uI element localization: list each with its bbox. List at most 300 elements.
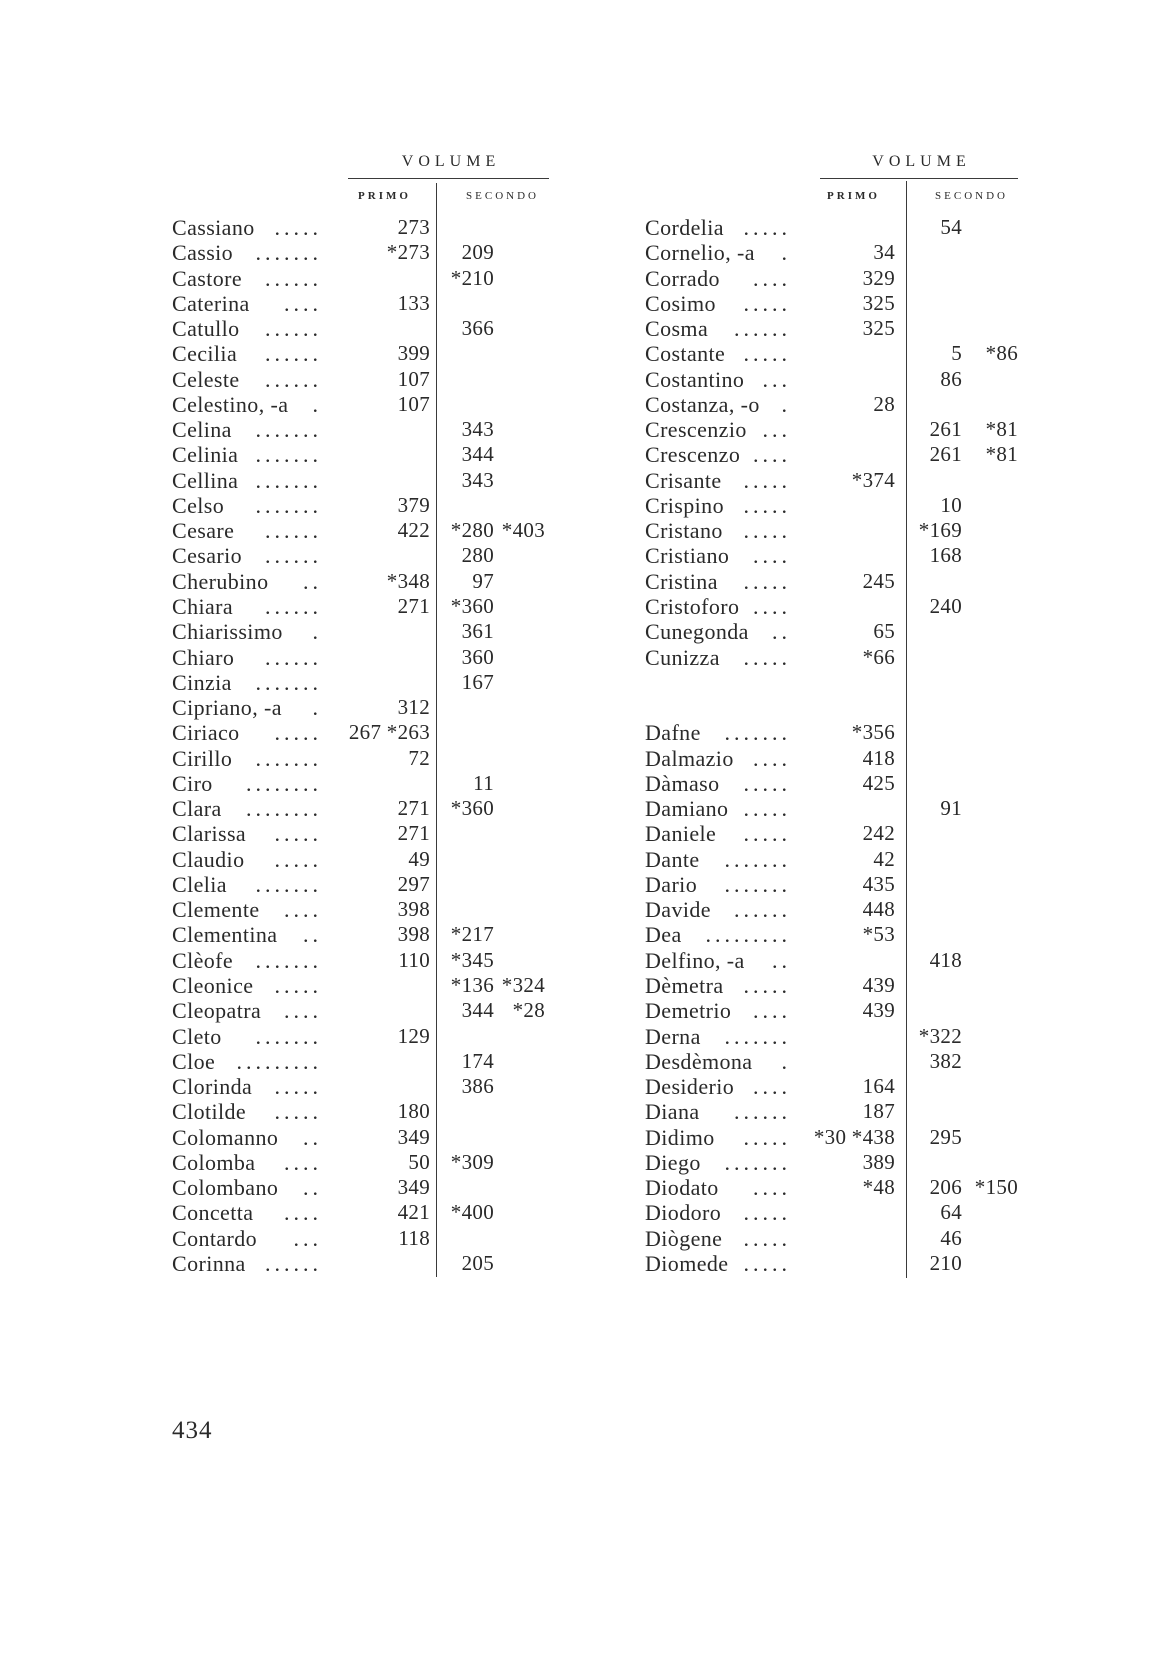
entry-name-cell (172, 442, 322, 467)
volume-secondo-page (437, 291, 494, 316)
volume-secondo-page (906, 973, 962, 998)
entry-name-cell (172, 1175, 322, 1200)
dot-leader: ..... (274, 846, 322, 872)
entry-name: Cosma (645, 316, 709, 342)
volume-secondo-page: 64 (940, 1200, 962, 1225)
index-entry (645, 1024, 1018, 1049)
volume-secondo-page (906, 922, 962, 947)
volume-secondo-extra-page (494, 493, 545, 518)
index-entry (172, 922, 545, 947)
volume-primo-page: 379 (397, 492, 430, 517)
volume-secondo-extra-page (494, 720, 545, 745)
dot-leader: ....... (255, 1023, 322, 1049)
volume-primo-page: 271 (397, 796, 430, 821)
entry-name-cell (645, 1226, 791, 1251)
index-entry (645, 821, 1018, 846)
dot-leader: ...... (265, 341, 322, 367)
index-entry (645, 291, 1018, 316)
volume-secondo-extra-page (962, 872, 1018, 897)
index-entry (645, 897, 1018, 922)
index-entry (172, 417, 545, 442)
entry-name-cell (645, 594, 791, 619)
volume-primo-page (322, 670, 430, 695)
volume-secondo-page (906, 1099, 962, 1124)
entry-name: Chiaro (172, 644, 235, 670)
index-entry (172, 619, 545, 644)
entry-name-cell (645, 1175, 791, 1200)
volume-secondo-extra-page (962, 594, 1018, 619)
volume-secondo-page (437, 341, 494, 366)
entry-name: Cipriano, -a (172, 695, 282, 721)
dot-leader: ......... (236, 1048, 322, 1074)
entry-name-cell (645, 796, 791, 821)
volume-secondo-extra-page (494, 872, 545, 897)
index-entry (172, 1226, 545, 1251)
volume-secondo-extra-page (494, 1024, 545, 1049)
index-entry (645, 1099, 1018, 1124)
volume-secondo-page (906, 872, 962, 897)
entry-name-cell (172, 518, 322, 543)
index-entry (645, 1175, 1018, 1200)
right-primo-heading: PRIMO (827, 190, 880, 202)
index-entry (645, 998, 1018, 1023)
volume-secondo-extra-page (962, 1200, 1018, 1225)
volume-secondo-extra-page (494, 240, 545, 265)
volume-secondo-extra-page (494, 1175, 545, 1200)
entry-name-cell (645, 619, 791, 644)
dot-leader: .... (284, 290, 322, 316)
volume-secondo-extra-page (494, 948, 545, 973)
dot-leader: ....... (255, 467, 322, 493)
volume-secondo-page (906, 746, 962, 771)
volume-secondo-page: 168 (929, 543, 962, 568)
volume-secondo-extra-page (494, 543, 545, 568)
entry-name-cell (172, 847, 322, 872)
volume-primo-page: 49 (408, 846, 430, 871)
index-entry (645, 720, 1018, 745)
entry-name: Clementina (172, 922, 278, 948)
volume-secondo-extra-page: *86 (985, 341, 1018, 366)
dot-leader: ..... (743, 1124, 791, 1150)
dot-leader: ..... (743, 1200, 791, 1226)
entry-name-cell (645, 266, 791, 291)
index-entry (645, 948, 1018, 973)
index-entry (172, 442, 545, 467)
entry-name-cell (172, 468, 322, 493)
volume-secondo-extra-page (494, 1125, 545, 1150)
volume-secondo-extra-page (962, 1150, 1018, 1175)
volume-secondo-page (906, 569, 962, 594)
volume-primo-page: 180 (397, 1099, 430, 1124)
dot-leader: ....... (724, 720, 791, 746)
entry-name: Dario (645, 871, 698, 897)
dot-leader: ... (293, 1225, 322, 1251)
volume-secondo-page: 205 (461, 1250, 494, 1275)
volume-secondo-extra-page (494, 367, 545, 392)
index-entry (645, 215, 1018, 240)
volume-primo-page: 118 (398, 1225, 430, 1250)
index-entry (172, 493, 545, 518)
index-entry (172, 569, 545, 594)
volume-primo-page: 312 (397, 695, 430, 720)
volume-secondo-extra-page (494, 746, 545, 771)
right-heading-rule (820, 178, 1018, 179)
entry-name-cell (645, 1099, 791, 1124)
index-entry (645, 442, 1018, 467)
volume-secondo-extra-page (494, 771, 545, 796)
volume-primo-page (322, 619, 430, 644)
volume-primo-page: 398 (397, 897, 430, 922)
entry-name-cell (645, 316, 791, 341)
entry-name-cell (645, 645, 791, 670)
index-entry (172, 518, 545, 543)
index-entry (172, 796, 545, 821)
volume-secondo-page (437, 847, 494, 872)
dot-leader: ..... (743, 770, 791, 796)
volume-primo-page: 242 (862, 821, 895, 846)
entry-name-cell (645, 897, 791, 922)
index-entry (172, 316, 545, 341)
volume-secondo-extra-page (962, 518, 1018, 543)
entry-name-cell (172, 594, 322, 619)
right-entry-group (645, 720, 1018, 1276)
volume-secondo-extra-page (494, 215, 545, 240)
index-entry (172, 367, 545, 392)
entry-name-cell (172, 266, 322, 291)
dot-leader: ..... (274, 1074, 322, 1100)
volume-secondo-page (437, 1099, 494, 1124)
volume-secondo-page: 91 (940, 796, 962, 821)
entry-name-cell (172, 1024, 322, 1049)
volume-secondo-extra-page (494, 442, 545, 467)
dot-leader: ...... (265, 1250, 322, 1276)
volume-secondo-page: 361 (461, 619, 494, 644)
volume-secondo-extra-page (962, 645, 1018, 670)
volume-secondo-extra-page (494, 569, 545, 594)
right-volume-heading: VOLUME (872, 153, 971, 170)
volume-secondo-page (437, 1024, 494, 1049)
volume-secondo-page: 209 (461, 240, 494, 265)
volume-secondo-page: 344 (461, 998, 494, 1023)
volume-secondo-extra-page (962, 266, 1018, 291)
volume-primo-page: 107 (397, 391, 430, 416)
volume-secondo-page: 261 (929, 417, 962, 442)
volume-secondo-extra-page (962, 291, 1018, 316)
volume-secondo-page: *280 (450, 518, 494, 543)
index-entry (645, 1200, 1018, 1225)
entry-name-cell (645, 746, 791, 771)
entry-name-cell (172, 897, 322, 922)
volume-primo-page (791, 796, 895, 821)
entry-name: Catullo (172, 316, 240, 342)
volume-primo-page (322, 468, 430, 493)
volume-secondo-page (437, 897, 494, 922)
entry-name-cell (645, 1200, 791, 1225)
entry-name: Diana (645, 1099, 700, 1125)
volume-secondo-extra-page (494, 316, 545, 341)
volume-secondo-page: *360 (450, 593, 494, 618)
volume-secondo-page: 11 (473, 770, 494, 795)
index-entry (645, 1074, 1018, 1099)
index-entry (645, 619, 1018, 644)
entry-name-cell (172, 341, 322, 366)
entry-name: Corrado (645, 265, 720, 291)
volume-secondo-extra-page (962, 821, 1018, 846)
volume-primo-page (791, 341, 895, 366)
dot-leader: ..... (274, 1099, 322, 1125)
entry-name-cell (645, 417, 791, 442)
dot-leader: .... (284, 1200, 322, 1226)
volume-secondo-page (906, 266, 962, 291)
volume-secondo-page: 295 (929, 1124, 962, 1149)
index-entry (645, 341, 1018, 366)
volume-secondo-extra-page (494, 922, 545, 947)
volume-secondo-page (906, 1074, 962, 1099)
right-entry-group (645, 215, 1018, 670)
entry-name-cell (172, 720, 322, 745)
index-entry (172, 392, 545, 417)
entry-name: Caterina (172, 290, 250, 316)
dot-leader: ..... (274, 972, 322, 998)
volume-secondo-page: 280 (461, 543, 494, 568)
entry-name: Derna (645, 1023, 701, 1049)
volume-secondo-extra-page (494, 1074, 545, 1099)
dot-leader: ........ (246, 770, 322, 796)
dot-leader: ..... (743, 796, 791, 822)
index-entry (645, 973, 1018, 998)
volume-secondo-page: 10 (940, 492, 962, 517)
dot-leader: ..... (743, 215, 791, 240)
volume-secondo-extra-page (494, 897, 545, 922)
volume-secondo-page: 261 (929, 442, 962, 467)
dot-leader: ...... (265, 543, 322, 569)
volume-secondo-extra-page (962, 569, 1018, 594)
volume-secondo-extra-page (962, 771, 1018, 796)
index-entry (172, 771, 545, 796)
dot-leader: ...... (265, 644, 322, 670)
entry-name-cell (645, 847, 791, 872)
volume-primo-page: *53 (862, 922, 895, 947)
left-heading-rule (348, 178, 549, 179)
volume-secondo-page: 418 (929, 947, 962, 972)
entry-name-cell (172, 215, 322, 240)
entry-name-cell (172, 619, 322, 644)
entry-name-cell (172, 1074, 322, 1099)
volume-secondo-extra-page (962, 316, 1018, 341)
index-entry (645, 569, 1018, 594)
entry-name: Delfino, -a (645, 947, 745, 973)
dot-leader: ....... (724, 846, 791, 872)
volume-secondo-extra-page: *28 (512, 998, 545, 1023)
entry-name-cell (645, 518, 791, 543)
volume-secondo-page: 386 (461, 1074, 494, 1099)
entry-name: Cloe (172, 1048, 216, 1074)
dot-leader: ....... (724, 1149, 791, 1175)
volume-primo-page (322, 1074, 430, 1099)
volume-primo-page: *374 (851, 467, 895, 492)
entry-name: Cassio (172, 240, 234, 266)
entry-name: Diògene (645, 1225, 723, 1251)
entry-name: Cordelia (645, 215, 724, 240)
dot-leader: ..... (274, 821, 322, 847)
dot-leader: .... (753, 745, 791, 771)
entry-name: Cosimo (645, 290, 716, 316)
entry-name-cell (172, 1226, 322, 1251)
entry-name-cell (645, 821, 791, 846)
volume-primo-page: 325 (862, 316, 895, 341)
entry-name: Cecilia (172, 341, 238, 367)
volume-primo-page: 418 (862, 745, 895, 770)
entry-name: Crescenzio (645, 417, 747, 443)
volume-primo-page (791, 442, 895, 467)
entry-name-cell (172, 240, 322, 265)
index-entry (172, 1200, 545, 1225)
entry-name: Concetta (172, 1200, 254, 1226)
entry-name-cell (172, 695, 322, 720)
entry-name-cell (645, 543, 791, 568)
volume-secondo-extra-page (962, 392, 1018, 417)
entry-name: Colomba (172, 1149, 256, 1175)
volume-secondo-page: *309 (450, 1149, 494, 1174)
dot-leader: ......... (705, 922, 791, 948)
entry-name-cell (172, 998, 322, 1023)
entry-name-cell (645, 1150, 791, 1175)
volume-primo-page: 439 (862, 972, 895, 997)
volume-primo-page (791, 493, 895, 518)
entry-name: Diodato (645, 1175, 719, 1201)
entry-name: Corinna (172, 1250, 246, 1276)
entry-name: Contardo (172, 1225, 258, 1251)
volume-secondo-extra-page (494, 1150, 545, 1175)
dot-leader: ..... (743, 492, 791, 518)
dot-leader: .... (284, 897, 322, 923)
right-index-column (645, 215, 1018, 1276)
index-entry (645, 1251, 1018, 1276)
dot-leader: .. (303, 1175, 322, 1201)
dot-leader: ..... (274, 215, 322, 240)
entry-name: Celso (172, 492, 225, 518)
volume-secondo-extra-page (962, 493, 1018, 518)
volume-secondo-extra-page (962, 998, 1018, 1023)
volume-primo-page (791, 367, 895, 392)
index-entry (645, 771, 1018, 796)
entry-name: Celina (172, 417, 232, 443)
dot-leader: . (781, 391, 791, 417)
volume-secondo-page (906, 821, 962, 846)
volume-secondo-page (906, 720, 962, 745)
volume-primo-page (791, 215, 895, 240)
volume-secondo-page (437, 695, 494, 720)
volume-secondo-extra-page (962, 847, 1018, 872)
volume-secondo-page (906, 897, 962, 922)
volume-secondo-extra-page (494, 468, 545, 493)
volume-secondo-extra-page (494, 341, 545, 366)
entry-name: Cristina (645, 568, 718, 594)
index-entry (645, 518, 1018, 543)
volume-secondo-page: 366 (461, 316, 494, 341)
index-entry (172, 468, 545, 493)
volume-primo-page: *356 (851, 720, 895, 745)
entry-name: Cleto (172, 1023, 222, 1049)
volume-secondo-extra-page (494, 1251, 545, 1276)
index-entry (172, 847, 545, 872)
volume-secondo-extra-page (494, 291, 545, 316)
volume-secondo-page: 210 (929, 1250, 962, 1275)
index-entry (645, 594, 1018, 619)
entry-name-cell (645, 1074, 791, 1099)
volume-primo-page: 325 (862, 290, 895, 315)
entry-name: Cleonice (172, 972, 254, 998)
dot-leader: .... (284, 998, 322, 1024)
entry-name: Dèmetra (645, 972, 724, 998)
entry-name: Cornelio, -a (645, 240, 755, 266)
entry-name-cell (645, 922, 791, 947)
left-entry-group (172, 215, 545, 1276)
index-entry (645, 367, 1018, 392)
volume-primo-page (791, 948, 895, 973)
index-entry (645, 1125, 1018, 1150)
dot-leader: ..... (743, 341, 791, 367)
volume-primo-page: 389 (862, 1149, 895, 1174)
volume-primo-page: 65 (873, 619, 895, 644)
volume-primo-page: 398 (397, 922, 430, 947)
volume-primo-page: 28 (873, 391, 895, 416)
volume-secondo-extra-page (962, 619, 1018, 644)
dot-leader: ....... (255, 240, 322, 266)
dot-leader: ....... (255, 745, 322, 771)
volume-secondo-extra-page (962, 468, 1018, 493)
dot-leader: .... (753, 998, 791, 1024)
volume-secondo-extra-page (962, 897, 1018, 922)
entry-name: Cassiano (172, 215, 255, 240)
volume-secondo-page: 240 (929, 593, 962, 618)
dot-leader: .... (284, 1149, 322, 1175)
entry-name-cell (172, 796, 322, 821)
volume-primo-page: 435 (862, 871, 895, 896)
entry-name-cell (172, 1099, 322, 1124)
index-entry (645, 266, 1018, 291)
dot-leader: ...... (265, 518, 322, 544)
dot-leader: . (312, 619, 322, 645)
index-entry (645, 922, 1018, 947)
entry-name: Cherubino (172, 568, 269, 594)
volume-secondo-page (437, 872, 494, 897)
dot-leader: .... (753, 265, 791, 291)
volume-secondo-page (906, 771, 962, 796)
dot-leader: ... (762, 366, 791, 392)
entry-name: Clarissa (172, 821, 247, 847)
volume-primo-page: 267 *263 (348, 720, 430, 745)
index-entry (172, 973, 545, 998)
index-entry (172, 872, 545, 897)
entry-name: Clelia (172, 871, 227, 897)
entry-name-cell (172, 771, 322, 796)
entry-name-cell (645, 392, 791, 417)
volume-secondo-extra-page (494, 619, 545, 644)
volume-secondo-extra-page (962, 746, 1018, 771)
dot-leader: ...... (734, 1099, 791, 1125)
entry-name: Damiano (645, 796, 729, 822)
dot-leader: ...... (265, 265, 322, 291)
dot-leader: .. (772, 947, 791, 973)
dot-leader: ...... (265, 316, 322, 342)
entry-name: Clara (172, 796, 222, 822)
volume-secondo-page (437, 720, 494, 745)
dot-leader: ...... (265, 593, 322, 619)
volume-primo-page: 271 (397, 593, 430, 618)
dot-leader: . (781, 1048, 791, 1074)
volume-primo-page (322, 442, 430, 467)
